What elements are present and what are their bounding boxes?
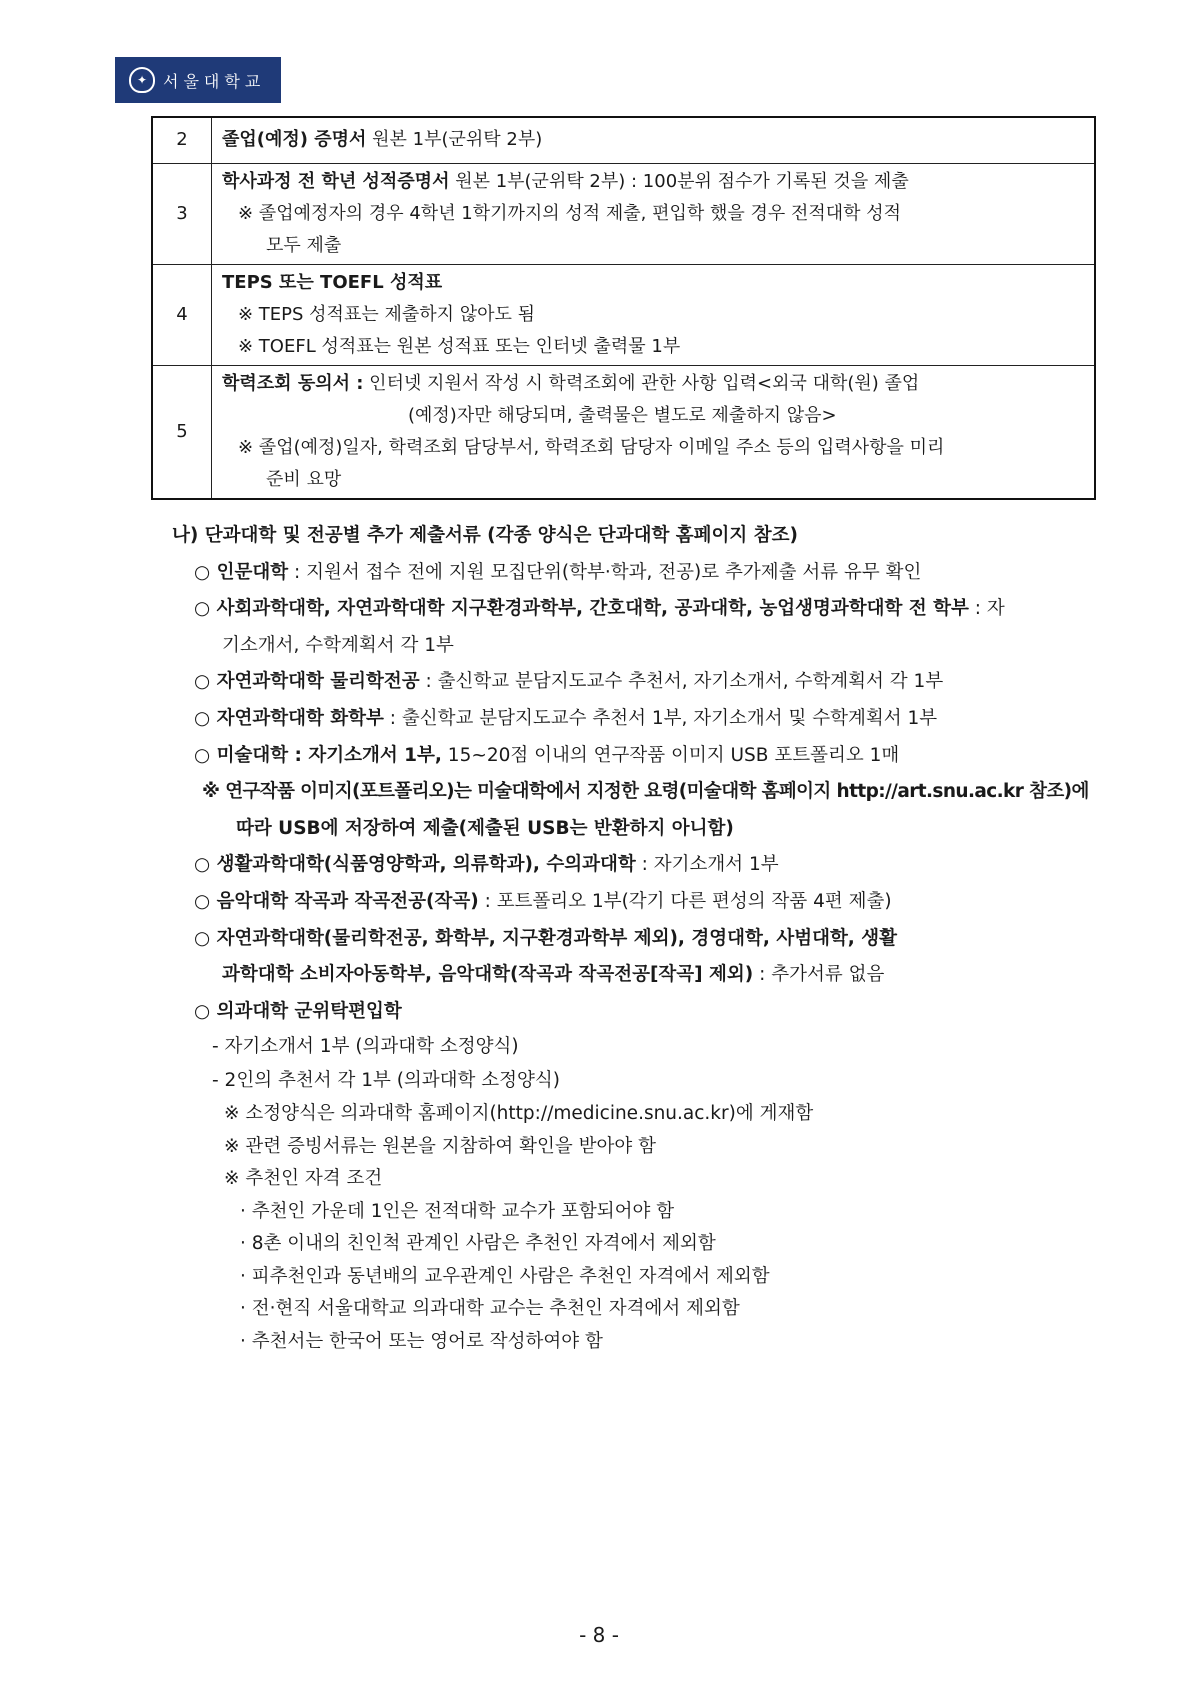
table-row bbox=[152, 163, 1095, 264]
sub-note: ※ 관련 증빙서류는 원본을 지참하여 확인을 받아야 함 bbox=[224, 1135, 656, 1157]
row-title: 학력조회 동의서 : bbox=[222, 372, 364, 394]
bullet-item: · 전·현직 서울대학교 의과대학 교수는 추천인 자격에서 제외함 bbox=[240, 1298, 740, 1320]
list-item bbox=[172, 994, 1102, 1031]
list-note-cont: 따라 USB에 저장하여 제출(제출된 USB는 반환하지 아니함) bbox=[236, 817, 734, 839]
list-item bbox=[172, 701, 1102, 738]
sub-note: ※ 추천인 자격 조건 bbox=[224, 1168, 383, 1190]
list-item bbox=[172, 847, 1102, 884]
row-number: 2 bbox=[152, 117, 212, 163]
row-title: 학사과정 전 학년 성적증명서 bbox=[222, 170, 450, 192]
row-number: 4 bbox=[152, 264, 212, 365]
item-text: : 자 bbox=[968, 598, 1005, 620]
row-title-rest: 원본 1부(군위탁 2부) : 100분위 점수가 기록된 것을 제출 bbox=[449, 170, 909, 192]
list-item-cont bbox=[172, 957, 1102, 994]
list-item bbox=[172, 921, 1102, 958]
list-item bbox=[172, 664, 1102, 701]
item-text: : 지원서 접수 전에 지원 모집단위(학부·학과, 전공)로 추가제출 서류 유무 확인 bbox=[288, 561, 922, 583]
bullet-item: · 추천서는 한국어 또는 영어로 작성하여야 함 bbox=[240, 1330, 603, 1352]
bullet-item: · 8촌 이내의 친인척 관계인 사람은 추천인 자격에서 제외함 bbox=[240, 1233, 716, 1255]
required-documents-table bbox=[151, 116, 1096, 500]
item-label: ○ 인문대학 bbox=[194, 561, 289, 583]
row-title-rest: 원본 1부(군위탁 2부) bbox=[366, 129, 543, 151]
item-label: ○ 자연과학대학 화학부 bbox=[194, 707, 384, 729]
row-title: TEPS 또는 TOEFL 성적표 bbox=[222, 271, 443, 293]
dash-item: - 2인의 추천서 각 1부 (의과대학 소정양식) bbox=[212, 1070, 561, 1092]
dash-item: - 자기소개서 1부 (의과대학 소정양식) bbox=[212, 1036, 519, 1058]
list-item bbox=[172, 884, 1102, 921]
row-note: ※ TOEFL 성적표는 원본 성적표 또는 인터넷 출력물 1부 bbox=[238, 335, 681, 357]
row-note: ※ 졸업예정자의 경우 4학년 1학기까지의 성적 제출, 편입학 했을 경우 전적대학 성적 bbox=[238, 202, 902, 224]
row-number: 3 bbox=[152, 163, 212, 264]
list-item bbox=[172, 738, 1102, 775]
additional-documents-section bbox=[172, 518, 1102, 1358]
item-text: : 포트폴리오 1부(각기 다른 편성의 작품 4편 제출) bbox=[478, 890, 892, 912]
logo-text: 서울대학교 bbox=[163, 71, 266, 91]
university-logo bbox=[115, 57, 281, 103]
table-row bbox=[152, 117, 1095, 163]
row-title-rest: 인터넷 지원서 작성 시 학력조회에 관한 사항 입력<외국 대학(원) 졸업 bbox=[363, 372, 920, 394]
row-title: 졸업(예정) 증명서 bbox=[222, 129, 367, 151]
item-label: ○ 음악대학 작곡과 작곡전공(작곡) bbox=[194, 890, 479, 912]
section-title: 나) 단과대학 및 전공별 추가 제출서류 (각종 양식은 단과대학 홈페이지 참조) bbox=[172, 525, 798, 546]
row-note: ※ TEPS 성적표는 제출하지 않아도 됨 bbox=[238, 303, 535, 325]
row-note: ※ 졸업(예정)일자, 학력조회 담당부서, 학력조회 담당자 이메일 주소 등의 입력사항을 미리 bbox=[238, 436, 945, 458]
list-item-cont: 기소개서, 수학계획서 각 1부 bbox=[222, 634, 454, 656]
item-text: : 출신학교 분담지도교수 추천서 1부, 자기소개서 및 수학계획서 1부 bbox=[383, 707, 938, 729]
item-label: ○ 생활과학대학(식품영양학과, 의류학과), 수의과대학 bbox=[194, 854, 636, 876]
item-label: ○ 사회과학대학, 자연과학대학 지구환경과학부, 간호대학, 공과대학, 농업생명과학대학 전 학부 bbox=[194, 598, 969, 620]
university-emblem-icon: ✦ bbox=[129, 67, 155, 93]
table-row bbox=[152, 264, 1095, 365]
row-note-cont: 준비 요망 bbox=[266, 468, 342, 490]
row-note-cont: 모두 제출 bbox=[266, 234, 342, 256]
list-item bbox=[172, 591, 1102, 628]
page-number: - 8 - bbox=[579, 1623, 619, 1647]
sub-note: ※ 소정양식은 의과대학 홈페이지(http://medicine.snu.ac.kr)에 게재함 bbox=[224, 1103, 814, 1125]
row-number: 5 bbox=[152, 365, 212, 499]
list-item bbox=[172, 555, 1102, 592]
row-note-cont: (예정)자만 해당되며, 출력물은 별도로 제출하지 않음> bbox=[408, 404, 837, 426]
item-text: : 추가서류 없음 bbox=[753, 964, 885, 986]
item-label: ○ 자연과학대학(물리학전공, 화학부, 지구환경과학부 제외), 경영대학, 사범대학, 생활 bbox=[194, 927, 898, 949]
bullet-item: · 추천인 가운데 1인은 전적대학 교수가 포함되어야 함 bbox=[240, 1200, 675, 1222]
item-text: : 출신학교 분담지도교수 추천서, 자기소개서, 수학계획서 각 1부 bbox=[419, 671, 944, 693]
list-note: ※ 연구작품 이미지(포트폴리오)는 미술대학에서 지정한 요령(미술대학 홈페이지 http://art.snu.ac.kr 참조)에 bbox=[202, 781, 1089, 803]
item-text: 15~20점 이내의 연구작품 이미지 USB 포트폴리오 1매 bbox=[441, 744, 900, 766]
item-text: : 자기소개서 1부 bbox=[635, 854, 779, 876]
table-row bbox=[152, 365, 1095, 499]
item-label: ○ 자연과학대학 물리학전공 bbox=[194, 671, 420, 693]
item-label: ○ 미술대학 : 자기소개서 1부, bbox=[194, 744, 442, 766]
item-label: 과학대학 소비자아동학부, 음악대학(작곡과 작곡전공[작곡] 제외) bbox=[222, 964, 754, 986]
item-label: ○ 의과대학 군위탁편입학 bbox=[194, 1000, 402, 1022]
bullet-item: · 피추천인과 동년배의 교우관계인 사람은 추천인 자격에서 제외함 bbox=[240, 1265, 770, 1287]
